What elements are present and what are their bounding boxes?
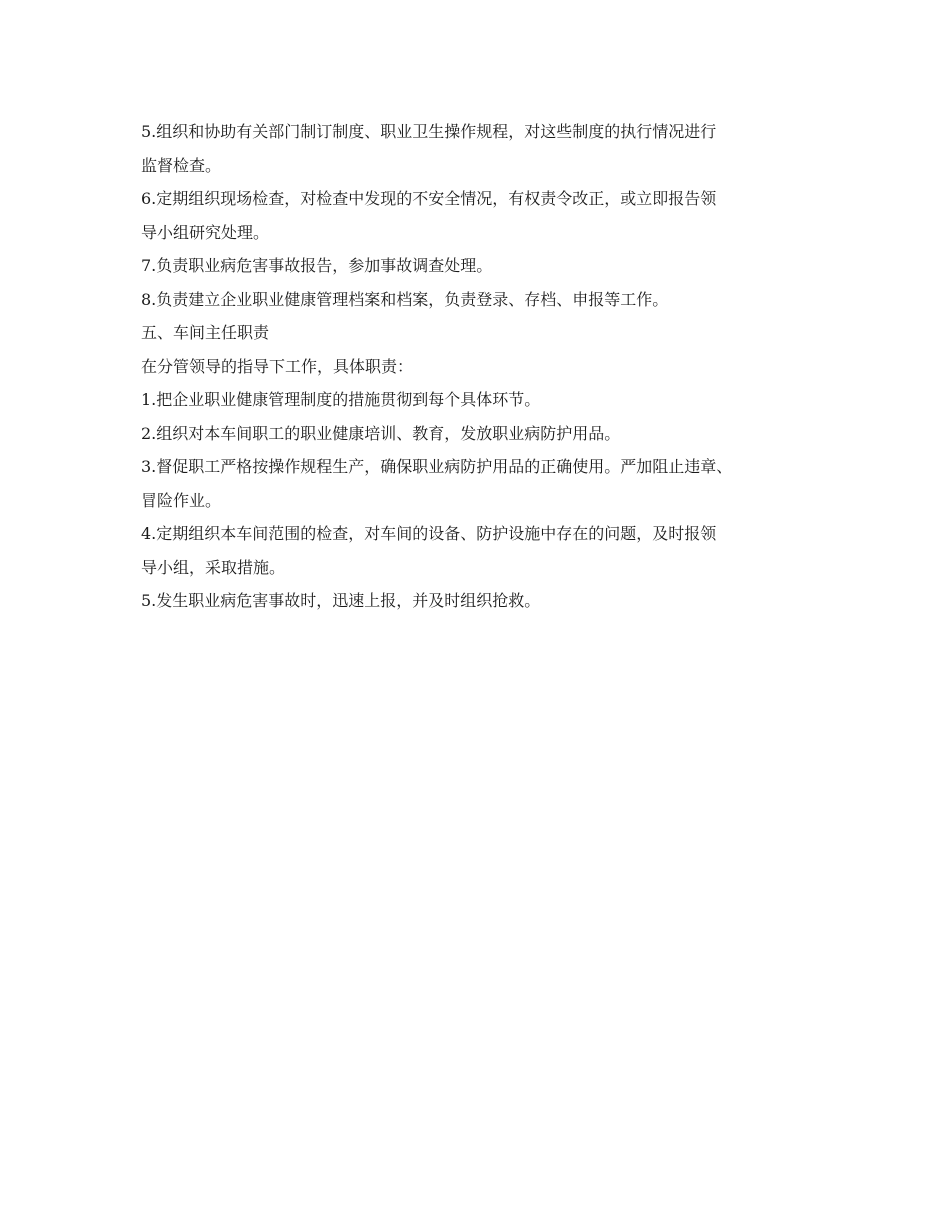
paragraph-line: 1.把企业职业健康管理制度的措施贯彻到每个具体环节。 [141,390,541,409]
paragraph-line: 监督检查。 [141,155,222,175]
paragraph-line: 导小组研究处理。 [141,222,270,242]
section-heading: 五、车间主任职责 [141,323,270,342]
paragraph-line: 5.组织和协助有关部门制订制度、职业卫生操作规程，对这些制度的执行情况进行 [141,122,717,141]
paragraph-line: 4.定期组织本车间范围的检查，对车间的设备、防护设施中存在的问题，及时报领 [141,524,717,543]
paragraph-line: 冒险作业。 [141,490,222,510]
paragraph-line: 8.负责建立企业职业健康管理档案和档案，负责登录、存档、申报等工作。 [141,289,669,309]
paragraph-line: 6.定期组织现场检查，对检查中发现的不安全情况，有权责令改正，或立即报告领 [141,189,717,208]
paragraph-line: 7.负责职业病危害事故报告，参加事故调查处理。 [141,256,493,275]
paragraph-line: 3.督促职工严格按操作规程生产，确保职业病防护用品的正确使用。严加阻止违章、 [141,457,733,476]
paragraph-line: 在分管领导的指导下工作，具体职责： [141,356,414,376]
paragraph-line: 导小组，采取措施。 [141,557,286,577]
paragraph-line: 5.发生职业病危害事故时，迅速上报，并及时组织抢救。 [141,591,541,610]
paragraph-line: 2.组织对本车间职工的职业健康培训、教育，发放职业病防护用品。 [141,423,621,443]
document-body [141,115,831,618]
